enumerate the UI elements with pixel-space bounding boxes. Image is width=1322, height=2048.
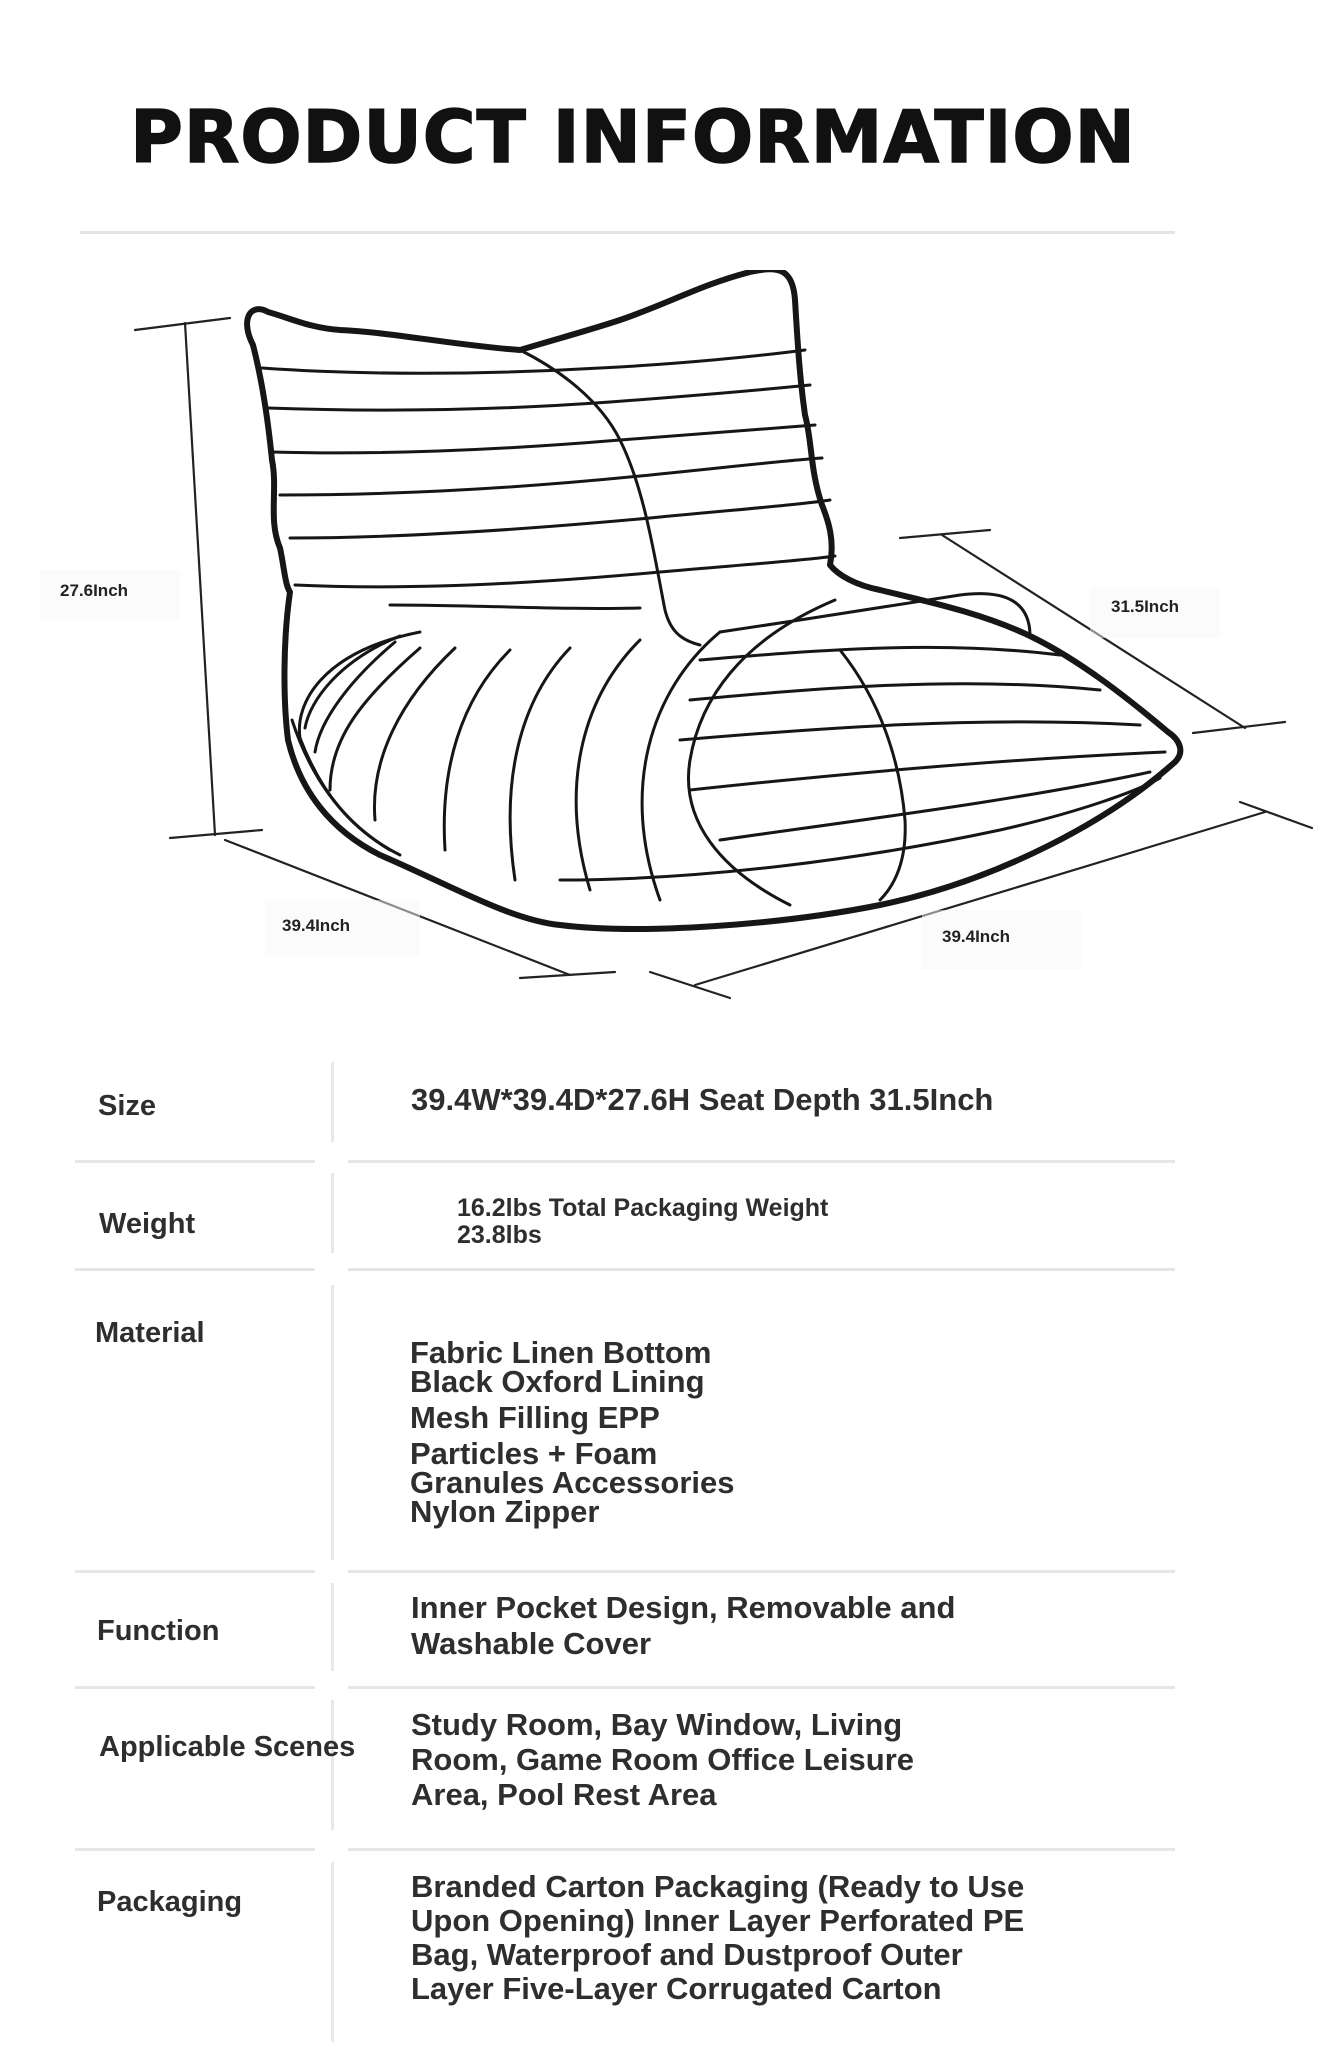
function-label: Function	[97, 1615, 220, 1647]
function-value: Inner Pocket Design, Removable and Washable Cover	[411, 1590, 956, 1661]
row-divider	[75, 1686, 315, 1689]
packaging-label: Packaging	[97, 1886, 243, 1918]
size-value: 39.4W*39.4D*27.6H Seat Depth 31.5Inch	[411, 1082, 994, 1117]
row-divider	[348, 1268, 1175, 1271]
bean-bag-chair-diagram	[0, 270, 1322, 1010]
width-dimension-label: 39.4Inch	[282, 916, 351, 935]
column-divider	[331, 1173, 334, 1253]
row-divider	[75, 1268, 315, 1271]
column-divider	[331, 1062, 334, 1142]
weight-value: 16.2lbs Total Packaging Weight 23.8lbs	[457, 1194, 829, 1249]
row-divider	[348, 1570, 1175, 1573]
row-divider	[75, 1570, 315, 1573]
row-divider	[75, 1160, 315, 1163]
column-divider	[331, 1862, 334, 2042]
page-title: PRODUCT INFORMATION	[130, 95, 1136, 179]
weight-label: Weight	[99, 1208, 196, 1240]
size-label: Size	[98, 1090, 157, 1122]
material-value: Fabric Linen Bottom Black Oxford Lining Mesh Filling EPP Particles + Foam Granules Accessories Nylon Zipper	[410, 1335, 735, 1529]
row-divider	[75, 1848, 315, 1851]
seat-depth-dimension-label: 31.5Inch	[1111, 597, 1180, 616]
row-divider	[348, 1686, 1175, 1689]
row-divider	[348, 1848, 1175, 1851]
applicable-scenes-value: Study Room, Bay Window, Living Room, Game Room Office Leisure Area, Pool Rest Area	[411, 1707, 914, 1812]
packaging-value: Branded Carton Packaging (Ready to Use Upon Opening) Inner Layer Perforated PE Bag, Waterproof and Dustproof Outer Layer Five-Layer Corrugated Carton	[411, 1869, 1025, 2006]
column-divider	[331, 1285, 334, 1560]
column-divider	[331, 1700, 334, 1830]
applicable-scenes-label: Applicable Scenes	[99, 1731, 356, 1763]
material-label: Material	[95, 1317, 205, 1349]
title-divider	[80, 231, 1175, 234]
column-divider	[331, 1583, 334, 1671]
chair-seams	[262, 350, 1165, 905]
row-divider	[348, 1160, 1175, 1163]
height-dimension-label: 27.6Inch	[60, 581, 129, 600]
chair-outline	[247, 270, 1180, 929]
depth-dimension-label: 39.4Inch	[942, 927, 1011, 946]
